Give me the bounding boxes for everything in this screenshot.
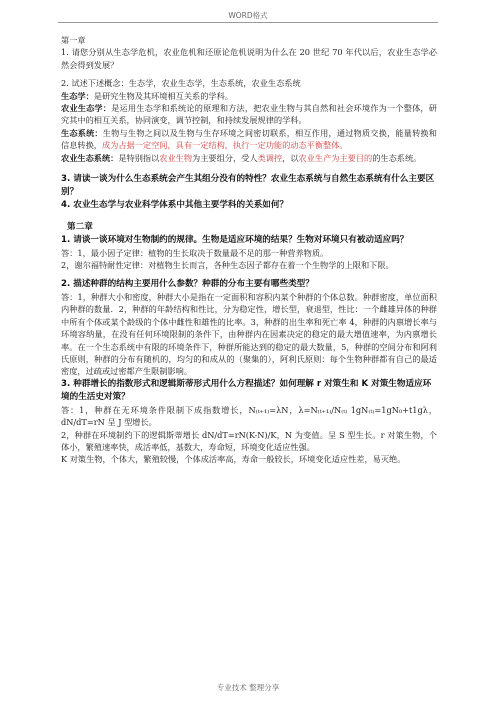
definition-text: ，以 [282,152,299,163]
ch2-question-3: 3. 种群增长的指数形式和逻辑斯蒂形式用什么方程描述？如何理解 r 对策生和 K 对策生物适应环境的生活史对策？ [61,378,432,402]
ch2-answer-1b: 2，谢尔福特耐性定律：对植物生长而言，各种生态因子都存在着一个生物学的上限和下限。 [61,260,394,271]
ch1-question-1: 1. 请您分别从生态学危机，农业危机和还原论危机说明为什么在 20 世纪 70 年代以后，农业生态学必然会得到发展？ [61,47,437,70]
term-ecology: 生态学： [61,90,94,101]
definition-text: 为主要组分，受人 [192,152,258,163]
highlight-text: 农业生产为主要目的 [298,152,373,163]
definition-text: 的生态系统。 [372,152,422,163]
header-rule [58,22,438,23]
document-body [61,34,437,466]
definition-ecosystem [61,127,437,152]
ch2-answer-3c: K 对策生物，个体大，繁殖较慢，个体成活率高，寿命一般较长，环境变化适应性差，易灭绝。 [61,454,406,465]
ch2-question-1: 1. 请谈一谈环境对生物制约的规律。生物是适应环境的结果？生物对环境只有被动适应吗？ [61,235,409,246]
ch2-answer-1a: 答：1，最小因子定律：植物的生长取决于数量最不足的那一种营养物质。 [61,248,329,259]
ch1-question-4: 4. 农业生态学与农业科学体系中其他主要学科的关系如何？ [61,200,289,211]
highlight-text: 成为占据一定空间，具有一定结构，执行一定功能的动态平衡整体。 [101,140,348,151]
definition-text: 是研究生物及其环境相互关系的学科。 [93,90,233,101]
ch2-question-2: 2. 描述种群的结构主要用什么参数？种群的分布主要有哪些类型？ [61,278,314,289]
term-agroecology: 农业生态学： [61,103,112,114]
ch2-answer-2: 答：1，种群大小和密度，种群大小是指在一定面积和容积内某个种群的个体总数。种群密度，单位面积内种群的数量．2，种群的年龄结构和性比，分为稳定性，增长型，衰退型，性比：一个雌雄异体的种群中所有个体或某个龄级的个体中雌性和雄性的比率。3，种群的出生率和死亡率 4，种群的内禀增长率与环境容纳量，在没有任何环境限制的条件下，由种群内在因素决定的稳定的最大增值速率，为内禀增长率。在一个生态系统中有限的环境条件下，种群所能达到的稳定的最大数量，5，种群的空间分布和阿利氏原则，种群的分布有随机的，均匀的和成从的（聚集的），阿利氏原则：每个生物种群都有自己的最适密度，过疏或过密都产生限制影响。 [61,291,437,377]
definition-agroecology [61,102,437,127]
ch2-answer-3a: 答：1，种群在无环境条件限制下成指数增长，N₍ₜ₊₁₎=λN，λ=N₍ₜ₊₁₎/N₍ₜ₎ 1gN₍ₜ₎=1gN₀+t1gλ，dN/dT=rN 呈 J 型增长。 [61,404,437,428]
page-header: WORD格式 [228,11,268,20]
page-footer: 专业技术 整理分享 [216,683,280,692]
definition-ecology [61,90,437,102]
definition-text: 是运用生态学和系统论的原理和方法，把农业生物与其自然和社会环境作为一个整体，研究其中的相互关系，协同演变，调节控制，和持续发展规律的学科。 [61,103,437,126]
highlight-text: 农业生物 [159,152,193,163]
term-ecosystem: 生态系统： [61,127,103,138]
chapter1-title: 第一章 [61,35,86,45]
highlight-text: 类调控 [257,152,283,163]
ch2-answer-3b: 2，种群在环境制约下的逻辑斯蒂增长 dN/dT=rN(K-N)/K，N 为变值。呈 S 型生长。r 对策生物，个体小，繁殖速率快，成活率低，基数大，寿命短，环境变化适应性强。 [61,429,437,452]
ch1-question-3: 3. 请读一谈为什么生态系统会产生其组分没有的特性？农业生态系统与自然生态系统有什么主要区别？ [61,174,435,198]
definition-text: 是特别指以 [118,152,160,163]
term-agroecosystem: 农业生态系统： [61,152,119,163]
ch1-question-2: 2. 试述下述概念：生态学，农业生态学，生态系统，农业生态系统 [61,78,301,89]
definition-text: 生物与生物之间以及生物与生存环境之间密切联系，相互作用，通过物质交换，能量转换和信息转换， [61,127,437,151]
chapter2-title: 第二章 [67,222,93,233]
definition-agroecosystem [61,152,437,164]
